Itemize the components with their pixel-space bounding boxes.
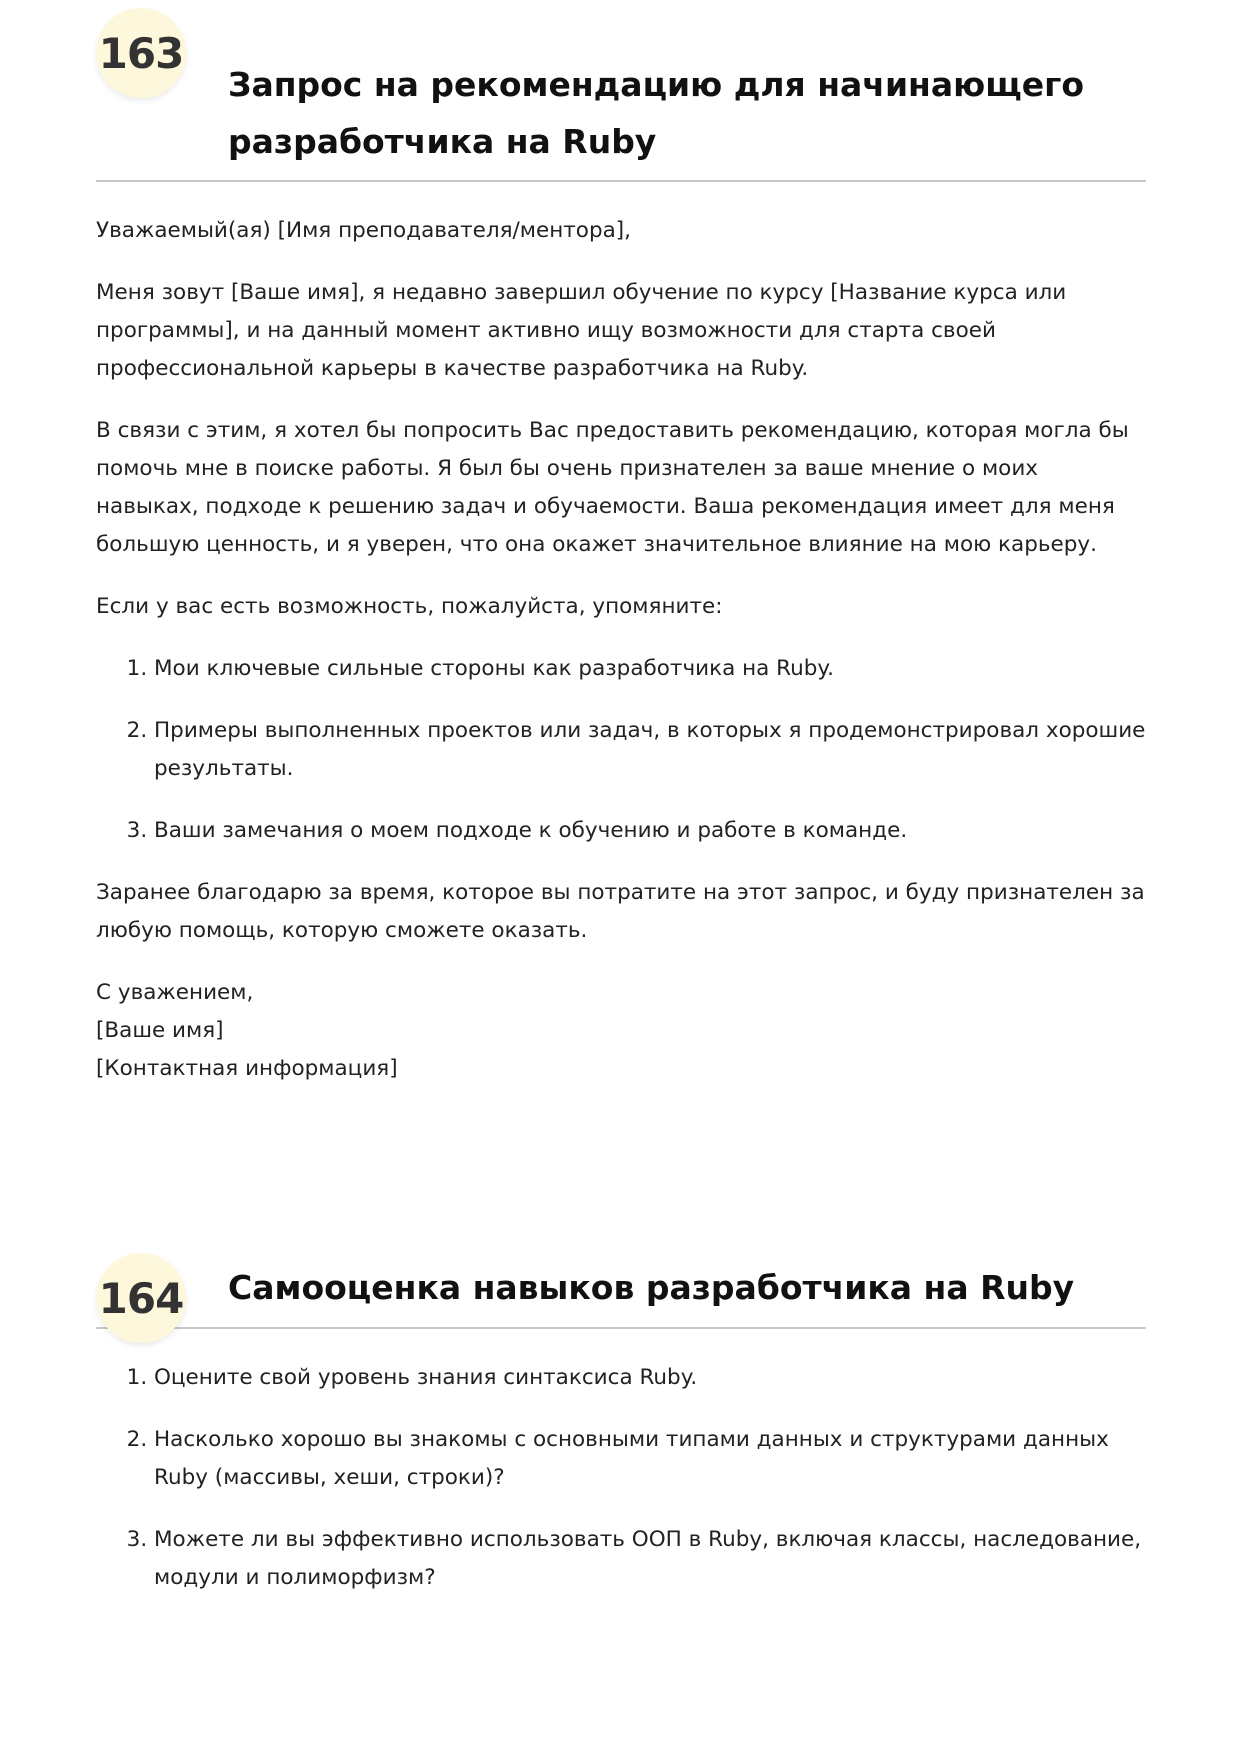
section-title-line1: Запрос на рекомендацию для начинающего	[228, 65, 1084, 104]
section-number-badge: 163	[96, 8, 186, 98]
closing: С уважением,	[96, 980, 254, 1005]
document-page	[96, 0, 1146, 1621]
list-item: 3. Ваши замечания о моем подходе к обучению и работе в команде.	[154, 812, 1146, 850]
signature-block	[96, 974, 1146, 1088]
self-assessment-list	[96, 1359, 1146, 1597]
paragraph-thanks: Заранее благодарю за время, которое вы потратите на этот запрос, и буду признателен за любую помощь, которую сможете оказать.	[96, 880, 1145, 943]
section-number-badge: 164	[96, 1253, 186, 1343]
list-item: 2. Насколько хорошо вы знакомы с основными типами данных и структурами данных Ruby (массивы, хеши, строки)?	[154, 1421, 1146, 1497]
section-title	[228, 56, 1146, 170]
section-header-163	[96, 28, 1146, 182]
paragraph-request: В связи с этим, я хотел бы попросить Вас предоставить рекомендацию, которая могла бы помочь мне в поиске работы. Я был бы очень признателен за ваше мнение о моих навыках, подходе к решению задач и обучаемости. Ваша рекомендация имеет для меня большую ценность, и я уверен, что она окажет значительное влияние на мою карьеру.	[96, 418, 1129, 557]
section-title: Самооценка навыков разработчика на Ruby	[228, 1268, 1075, 1307]
paragraph-intro: Меня зовут [Ваше имя], я недавно завершил обучение по курсу [Название курса или программы], и на данный момент активно ищу возможности для старта своей профессиональной карьеры в качестве разработчика на Ruby.	[96, 280, 1067, 381]
section-title-line2: разработчика на Ruby	[228, 122, 657, 161]
signature-contact: [Контактная информация]	[96, 1056, 398, 1081]
paragraph-mention: Если у вас есть возможность, пожалуйста, упомяните:	[96, 594, 723, 619]
mention-list	[96, 650, 1146, 850]
section-header-164	[96, 1243, 1146, 1329]
list-item: 2. Примеры выполненных проектов или задач, в которых я продемонстрировал хорошие результаты.	[154, 712, 1146, 788]
list-item: 1. Оцените свой уровень знания синтаксиса Ruby.	[154, 1359, 1146, 1397]
list-item: 1. Мои ключевые сильные стороны как разработчика на Ruby.	[154, 650, 1146, 688]
greeting: Уважаемый(ая) [Имя преподавателя/ментора],	[96, 218, 631, 243]
signature-name: [Ваше имя]	[96, 1018, 224, 1043]
list-item: 3. Можете ли вы эффективно использовать ООП в Ruby, включая классы, наследование, модули и полиморфизм?	[154, 1521, 1146, 1597]
